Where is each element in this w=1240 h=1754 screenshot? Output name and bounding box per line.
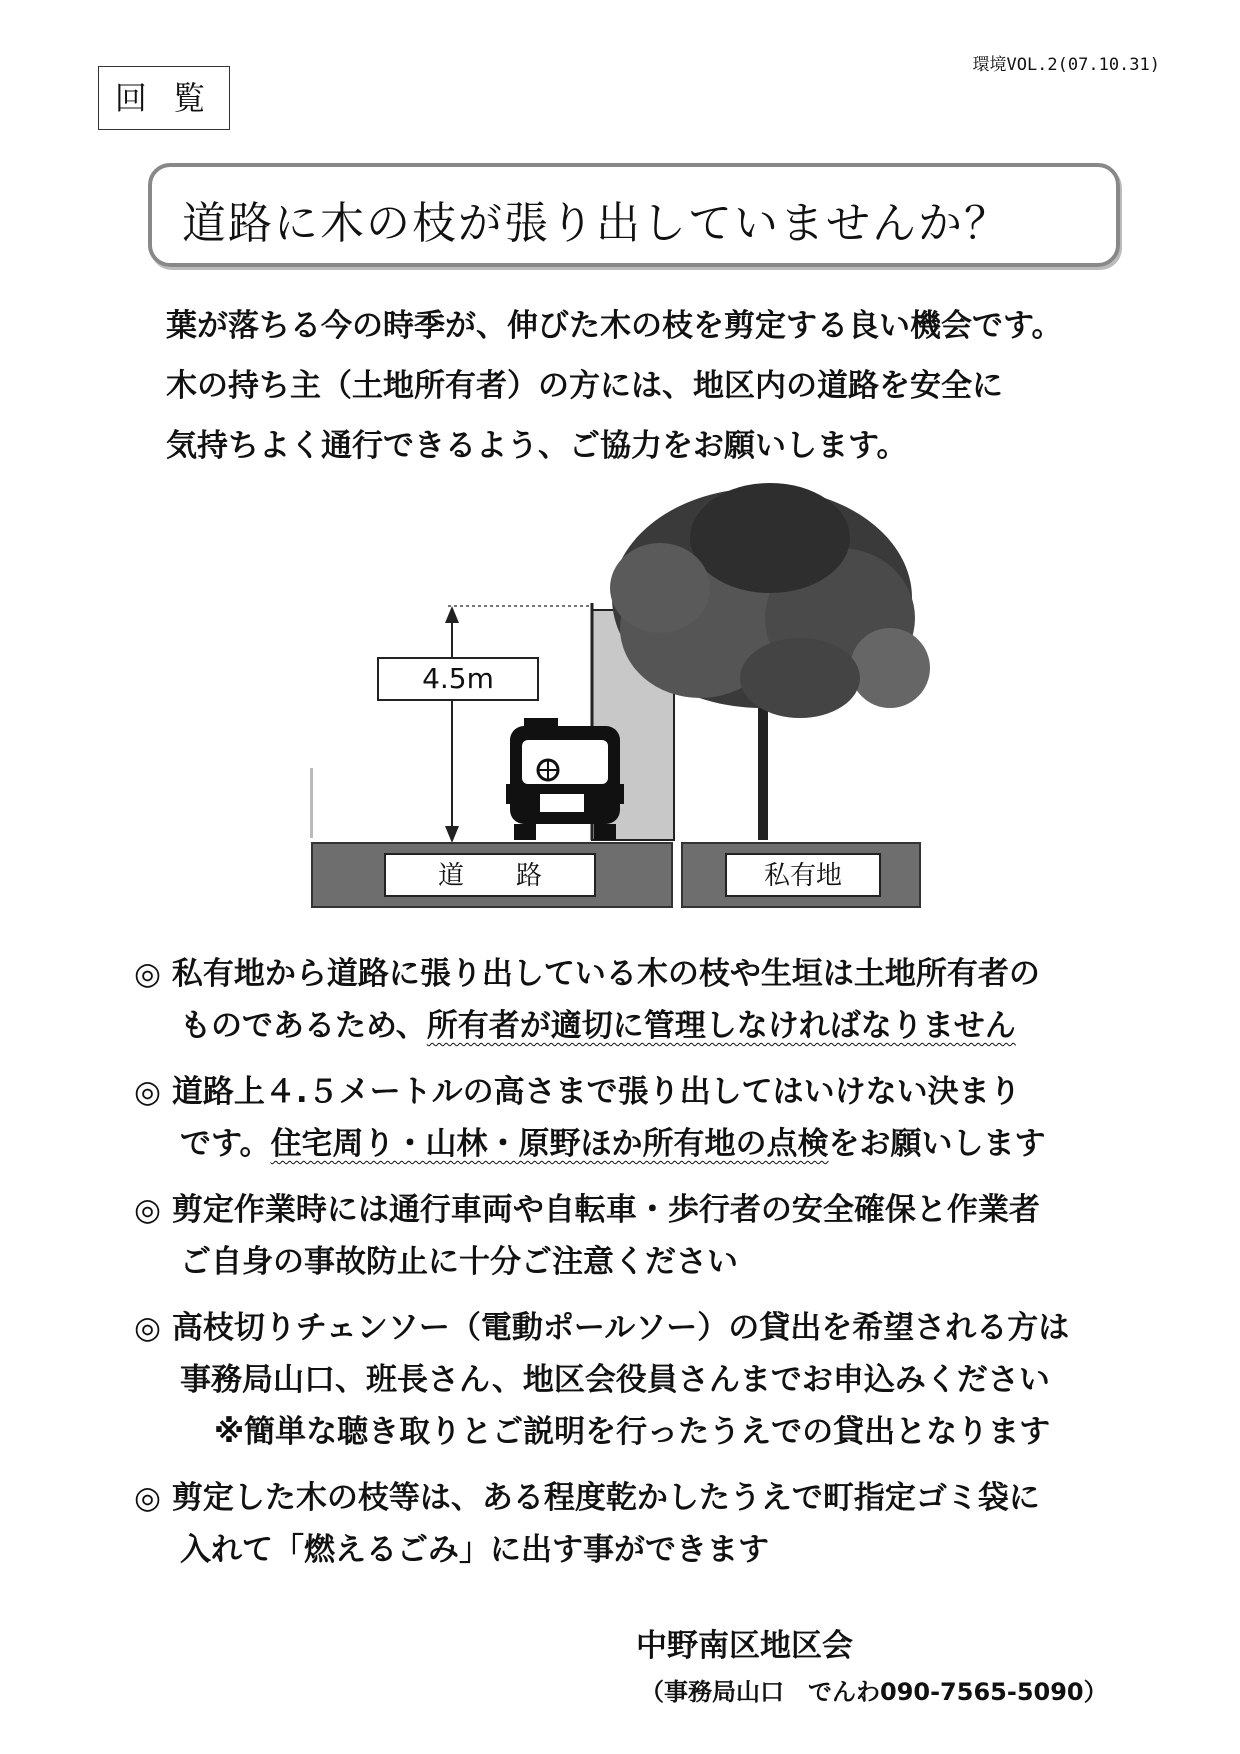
page-title: 道路に木の枝が張り出していませんか？ (182, 198, 1010, 249)
circulation-label: 回 覧 (98, 66, 230, 130)
intro-line-1: 葉が落ちる今の時季が、伸びた木の枝を剪定する良い機会です。 (166, 308, 1063, 344)
bullet-2-line-1: 道路上４.５メートルの高さまで張り出してはいけない決まり (171, 1074, 1021, 1110)
bullet-mark: ◎ (134, 1074, 162, 1110)
intro-line-3: 気持ちよく通行できるよう、ご協力をお願いします。 (166, 428, 908, 464)
bullet-mark: ◎ (134, 1480, 162, 1516)
bullet-mark: ◎ (134, 1310, 162, 1346)
document-reference: 環境VOL.2(07.10.31) (972, 55, 1160, 75)
road-label: 道 路 (437, 861, 543, 891)
contact-info: （事務局山口 でんわ090-7565-5090） (640, 1678, 1108, 1706)
arrow-head-top (445, 606, 459, 623)
bullet-5-line-1: 剪定した木の枝等は、ある程度乾かしたうえで町指定ゴミ袋に (171, 1480, 1040, 1516)
diagram-edge (310, 768, 313, 838)
bullet-4-note: ※簡単な聴き取りとご説明を行ったうえでの貸出となります (214, 1414, 1051, 1450)
bullet-2-underlined: 住宅周り・山林・原野ほか所有地の点検 (270, 1126, 829, 1162)
bus-icon (506, 718, 624, 840)
bullet-1-line-2-pre: ものであるため、 (180, 1008, 427, 1044)
bullet-5-line-2: 入れて「燃えるごみ」に出す事ができます (180, 1532, 769, 1568)
arrow-head-bottom (445, 826, 459, 843)
bullet-mark: ◎ (134, 956, 162, 992)
organization-name: 中野南区地区会 (636, 1628, 853, 1664)
bullet-2-line-2-post: をお願いします (828, 1126, 1046, 1162)
title-box (148, 163, 1120, 267)
road-clearance-diagram (300, 478, 940, 928)
bullet-mark: ◎ (134, 1192, 162, 1228)
bullet-1 (134, 948, 1194, 1052)
bullet-3-line-1: 剪定作業時には通行車両や自転車・歩行者の安全確保と作業者 (171, 1192, 1040, 1228)
bullet-2 (134, 1066, 1194, 1170)
bullet-3 (134, 1184, 1194, 1288)
bullet-1-line-2 (134, 1000, 1194, 1052)
bullet-4-line-1: 高枝切りチェンソー（電動ポールソー）の貸出を希望される方は (171, 1310, 1070, 1346)
bullet-1-underlined: 所有者が適切に管理しなければなりません (426, 1008, 1016, 1044)
intro-line-2: 木の持ち主（土地所有者）の方には、地区内の道路を安全に (166, 368, 1003, 404)
bullet-1-line-1: 私有地から道路に張り出している木の枝や生垣は土地所有者の (171, 956, 1040, 992)
private-land-label: 私有地 (763, 861, 843, 891)
bullet-4-line-2: 事務局山口、班長さん、地区会役員さんまでお申込みください (180, 1362, 1050, 1398)
bullet-5 (134, 1472, 1194, 1576)
height-label: 4.5m (422, 662, 494, 695)
bullet-3-line-2: ご自身の事故防止に十分ご注意ください (180, 1244, 738, 1280)
bullet-4 (134, 1302, 1194, 1458)
bullet-2-line-2-pre: です。 (180, 1126, 271, 1162)
bullet-2-line-2 (134, 1118, 1194, 1170)
